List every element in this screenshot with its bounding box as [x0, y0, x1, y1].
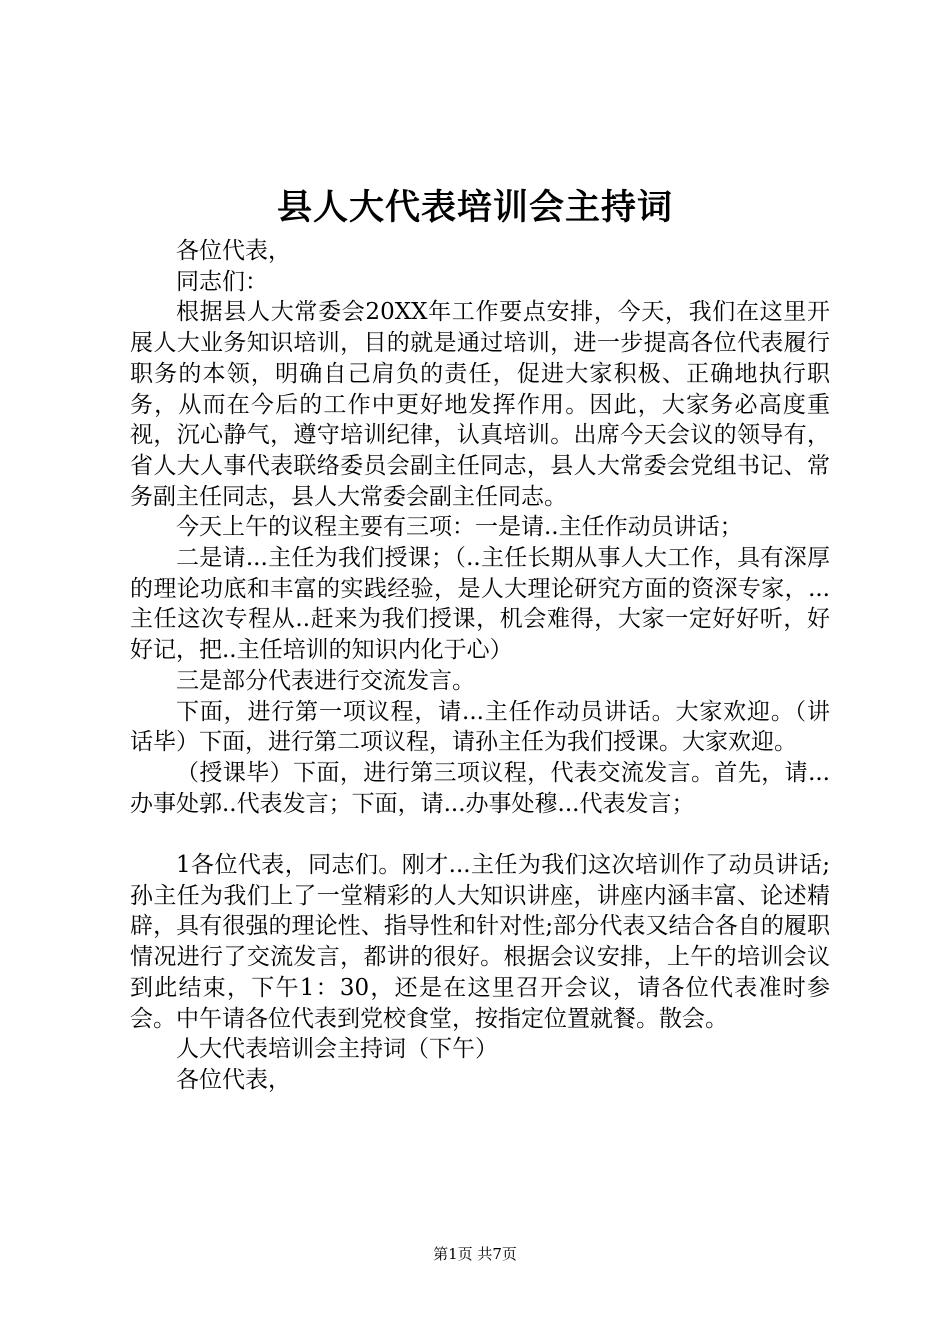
document-title: 县人大代表培训会主持词	[276, 187, 673, 228]
paragraph-salutation-comrades: 同志们：	[176, 268, 268, 295]
paragraph-afternoon-heading: 人大代表培训会主持词（下午）	[176, 1036, 498, 1063]
paragraph-first-session: 下面，进行第一项议程，请...主任作动员讲话。大家欢迎。（讲话毕）下面，进行第二项议程，请孙主任为我们授课。大家欢迎。	[130, 698, 830, 756]
paragraph-third-session: （授课毕）下面，进行第三项议程，代表交流发言。首先，请...办事处郭..代表发言；下面，请...办事处穆...代表发言；	[130, 759, 830, 817]
document-body	[130, 236, 830, 1096]
paragraph-agenda-item-3: 三是部分代表进行交流发言。	[176, 667, 475, 694]
paragraph-blank-line	[130, 819, 830, 850]
paragraph-salutation-delegates: 各位代表，	[176, 238, 291, 264]
page-footer: 第1页 共7页	[433, 1245, 517, 1263]
paragraph-agenda-item-1: 今天上午的议程主要有三项：一是请..主任作动员讲话；	[176, 514, 743, 541]
paragraph-agenda-item-2: 二是请...主任为我们授课；（..主任长期从事人大工作，具有深厚的理论功底和丰富的实践经验，是人大理论研究方面的资深专家，...主任这次专程从..赶来为我们授课，机会难得，大家一定好好听，好好记，把..主任培训的知识内化于心）	[130, 545, 830, 664]
paragraph-opening: 根据县人大常委会20XX年工作要点安排，今天，我们在这里开展人大业务知识培训，目的就是通过培训，进一步提高各位代表履行职务的本领，明确自己肩负的责任，促进大家积极、正确地执行职务，从而在今后的工作中更好地发挥作用。因此，大家务必高度重视，沉心静气，遵守培训纪律，认真培训。出席今天会议的领导有，省人大人事代表联络委员会副主任同志，县人大常委会党组书记、常务副主任同志，县人大常委会副主任同志。	[130, 299, 830, 510]
paragraph-summary: 1各位代表，同志们。刚才...主任为我们这次培训作了动员讲话;孙主任为我们上了一堂精彩的人大知识讲座，讲座内涵丰富、论述精辟，具有很强的理论性、指导性和针对性;部分代表又结合各自的履职情况进行了交流发言，都讲的很好。根据会议安排，上午的培训会议到此结束，下午1：30，还是在这里召开会议，请各位代表准时参会。中午请各位代表到党校食堂，按指定位置就餐。散会。	[130, 852, 830, 1032]
paragraph-afternoon-salutation: 各位代表，	[176, 1066, 291, 1093]
